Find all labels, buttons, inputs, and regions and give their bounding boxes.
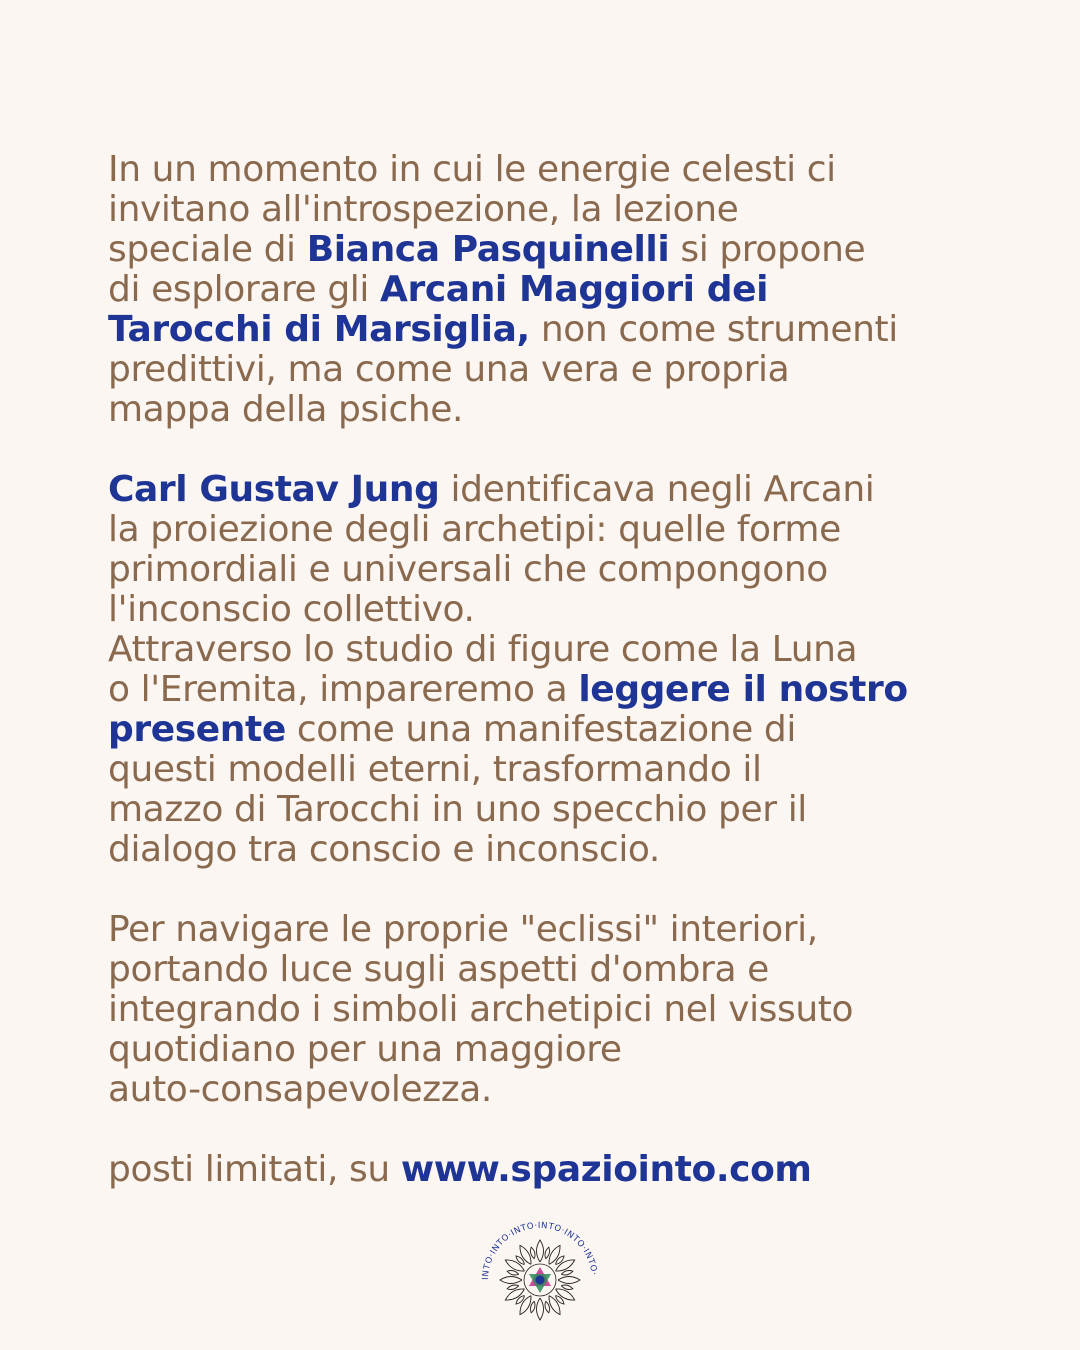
- teacher-name: Bianca Pasquinelli: [306, 229, 670, 270]
- footer-line: [108, 1150, 988, 1190]
- reading-highlight: leggere il nostro: [578, 669, 908, 710]
- announcement-text: [108, 150, 988, 1190]
- logo-petal: [545, 1301, 549, 1313]
- mandala-logo-icon: [480, 1220, 600, 1340]
- logo-ring-text: INTO·INTO·INTO·INTO·INTO·INTO·: [480, 1220, 599, 1281]
- logo-petal: [520, 1296, 531, 1315]
- logo-petal: [537, 1240, 544, 1262]
- text-line: l'inconscio collettivo.: [108, 589, 475, 630]
- website-link[interactable]: www.spaziointo.com: [400, 1149, 812, 1190]
- logo-petal: [505, 1289, 524, 1300]
- logo-petal: [507, 1285, 519, 1289]
- logo-petal: [500, 1277, 522, 1284]
- text-line: mappa della psiche.: [108, 389, 464, 430]
- text-line: integrando i simboli archetipici nel vissuto: [108, 989, 854, 1030]
- footer-prefix: posti limitati, su: [108, 1149, 401, 1190]
- text-line: Attraverso lo studio di figure come la Luna: [108, 629, 858, 670]
- text-line: In un momento in cui le energie celesti ci: [108, 149, 836, 190]
- text-line: predittivi, ma come una vera e propria: [108, 349, 790, 390]
- logo-petal: [507, 1271, 519, 1275]
- topic-highlight: Tarocchi di Marsiglia,: [108, 309, 530, 350]
- paragraph-spacer: [108, 870, 988, 910]
- logo-petal: [537, 1298, 544, 1320]
- text-line: questi modelli eterni, trasformando il: [108, 749, 762, 790]
- text-line: quotidiano per una maggiore: [108, 1029, 622, 1070]
- text-line: Per navigare le proprie "eclissi" interiori,: [108, 909, 818, 950]
- text-line: invitano all'introspezione, la lezione: [108, 189, 739, 230]
- paragraph-spacer: [108, 1110, 988, 1150]
- logo-petal: [531, 1301, 535, 1313]
- logo-petal: [505, 1260, 524, 1271]
- logo-petal: [561, 1285, 573, 1289]
- topic-highlight: Arcani Maggiori dei: [380, 269, 769, 310]
- text-line: la proiezione degli archetipi: quelle forme: [108, 509, 841, 550]
- logo-petal: [561, 1271, 573, 1275]
- logo-petal: [520, 1245, 531, 1264]
- logo-petal: [556, 1289, 575, 1300]
- reading-highlight: presente: [108, 709, 286, 750]
- text-line: di esplorare gli Arcani Maggiori dei: [108, 269, 769, 310]
- text-line: primordiali e universali che compongono: [108, 549, 828, 590]
- text-line: mazzo di Tarocchi in uno specchio per il: [108, 789, 807, 830]
- text-line: speciale di Bianca Pasquinelli si propone: [108, 229, 866, 270]
- paragraph-spacer: [108, 430, 988, 470]
- logo-center-dot: [536, 1276, 545, 1285]
- logo-petal: [549, 1245, 560, 1264]
- text-line: Carl Gustav Jung identificava negli Arcani: [108, 469, 875, 510]
- text-line: auto-consapevolezza.: [108, 1069, 492, 1110]
- logo-petal: [531, 1247, 535, 1259]
- logo-petal: [549, 1296, 560, 1315]
- paragraph-purpose: [108, 910, 988, 1110]
- paragraph-intro: [108, 150, 988, 430]
- logo-petal: [545, 1247, 549, 1259]
- jung-name: Carl Gustav Jung: [108, 469, 440, 510]
- text-line: Tarocchi di Marsiglia, non come strumenti: [108, 309, 898, 350]
- logo-petal: [558, 1277, 580, 1284]
- text-line: portando luce sugli aspetti d'ombra e: [108, 949, 769, 990]
- paragraph-jung: [108, 470, 988, 870]
- text-line: o l'Eremita, impareremo a leggere il nostro: [108, 669, 908, 710]
- text-line: presente come una manifestazione di: [108, 709, 796, 750]
- logo-petal: [556, 1260, 575, 1271]
- text-line: dialogo tra conscio e inconscio.: [108, 829, 660, 870]
